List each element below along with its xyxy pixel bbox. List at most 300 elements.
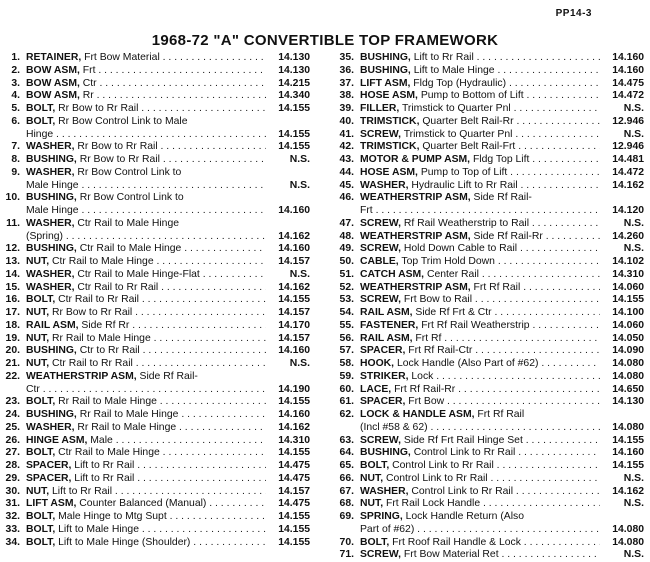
item-description [26, 167, 266, 180]
parts-list-line [4, 243, 310, 256]
item-detail: Ctr Rail to Rr Rail [49, 358, 133, 369]
item-detail: Frt Rf Rail [470, 281, 521, 293]
parts-list-item [4, 486, 310, 499]
item-number: 33. [5, 523, 20, 535]
part-number: 14.155 [278, 294, 310, 306]
item-number: 15. [5, 281, 20, 293]
item-detail: Rr Bow to Rr Rail [74, 141, 158, 153]
item-name: HOSE ASM, [360, 90, 418, 102]
parts-list-item [4, 358, 310, 371]
parts-list-line [4, 498, 310, 511]
item-detail: Side Rf Rail-Rr [470, 230, 543, 242]
part-number: 14.481 [612, 154, 644, 165]
item-description [360, 90, 600, 103]
item-detail: Lift to Rr Rail [71, 460, 135, 471]
item-detail: Ctr Rail to Male Hinge [55, 447, 160, 459]
part-number: 14.157 [278, 332, 310, 344]
parts-list-item [338, 180, 644, 193]
parts-list-line [338, 90, 644, 103]
item-name: SCREW, [360, 434, 401, 446]
item-number: 35. [339, 52, 354, 63]
item-number: 1. [11, 52, 20, 63]
item-description [360, 345, 600, 358]
parts-list-item [4, 167, 310, 193]
parts-list-line [4, 320, 310, 333]
item-number: 59. [339, 370, 354, 382]
item-name: STRIKER, [360, 370, 409, 382]
part-number: 14.475 [278, 472, 310, 484]
item-detail: Frt Bow to Rail [401, 294, 473, 306]
item-number: 17. [5, 307, 20, 318]
item-number: 16. [5, 294, 20, 306]
part-number: 14.157 [278, 307, 310, 318]
item-number [338, 422, 360, 435]
part-number: N.S. [289, 268, 310, 280]
item-description [360, 129, 600, 142]
part-number: 14.155 [612, 294, 644, 306]
parts-list-line [338, 243, 644, 256]
parts-list-item [338, 345, 644, 358]
part-number: 14.162 [612, 485, 644, 497]
parts-list-item [4, 345, 310, 358]
parts-list-item [338, 384, 644, 397]
item-detail: Side Rf Rail- [136, 370, 198, 382]
parts-list-item [338, 256, 644, 269]
item-detail: Ctr Rail to Rr Rail [74, 281, 159, 293]
item-detail: Rr Rail to Male Hinge [76, 409, 179, 420]
item-name: BUSHING, [26, 192, 77, 204]
part-number [600, 192, 644, 205]
item-name: BOLT, [26, 447, 56, 459]
item-description [360, 447, 600, 460]
part-number: N.S. [623, 217, 644, 229]
parts-list-line [338, 282, 644, 295]
parts-list-line [338, 396, 644, 409]
parts-list-item [4, 116, 310, 142]
parts-list-item [4, 282, 310, 295]
item-description [360, 218, 600, 231]
part-number: 14.475 [612, 77, 644, 89]
item-name: NUT, [26, 358, 50, 369]
parts-list-line [4, 486, 310, 499]
parts-list-line [338, 422, 644, 435]
item-number [4, 205, 26, 218]
item-name: MOTOR & PUMP ASM, [360, 154, 471, 165]
item-number [4, 384, 26, 397]
item-number: 31. [5, 498, 20, 510]
parts-list-item [4, 435, 310, 448]
parts-list-item [4, 307, 310, 320]
item-number: 37. [339, 77, 354, 89]
item-detail: Frt Rf Rail-Rr [391, 383, 456, 395]
parts-list-item [338, 460, 644, 473]
item-number: 5. [11, 103, 20, 114]
part-number: N.S. [289, 179, 310, 191]
item-name: WASHER, [26, 421, 75, 433]
item-number: 22. [5, 370, 20, 382]
item-detail: Trimstick to Quarter Pnl [399, 103, 511, 114]
item-name: SCREW, [360, 294, 401, 306]
item-description [26, 396, 266, 409]
item-name: BUSHING, [26, 409, 77, 420]
parts-list-line [4, 103, 310, 116]
item-number: 54. [339, 307, 354, 318]
item-description [26, 333, 266, 346]
item-detail: Trimstick to Quarter Pnl [401, 128, 513, 140]
parts-list-line [4, 473, 310, 486]
parts-list-item [338, 116, 644, 129]
item-description [360, 141, 600, 154]
item-description [360, 154, 600, 167]
item-number: 60. [339, 383, 354, 395]
item-detail: Rf Rail Weatherstrip to Rail [401, 217, 530, 229]
part-number [600, 511, 644, 524]
part-number: N.S. [289, 154, 310, 165]
parts-list-line [338, 116, 644, 129]
parts-list-line [4, 282, 310, 295]
part-number: 14.080 [612, 421, 644, 433]
item-number: 52. [339, 281, 354, 293]
item-description-continued: Ctr . . . [26, 384, 266, 397]
parts-list-line [338, 218, 644, 231]
parts-list-line [4, 141, 310, 154]
item-description [26, 409, 266, 422]
item-detail: Frt Bow Material Ret [401, 549, 499, 561]
item-number: 58. [339, 358, 354, 369]
item-description [360, 486, 600, 499]
parts-list-item [338, 537, 644, 550]
part-number [266, 218, 310, 231]
item-number: 25. [5, 421, 20, 433]
item-description [360, 180, 600, 193]
parts-list-line [338, 307, 644, 320]
item-description [26, 358, 266, 371]
parts-list-item [4, 65, 310, 78]
parts-list-item [4, 269, 310, 282]
item-number: 12. [5, 243, 20, 255]
item-detail: Lift to Rr Rail [410, 52, 474, 63]
item-name: WASHER, [26, 141, 75, 153]
item-number: 51. [339, 268, 354, 280]
item-description-continued: Male Hinge . . . [26, 205, 266, 218]
item-description [360, 320, 600, 333]
part-number: 14.080 [612, 358, 644, 369]
parts-list-line [4, 167, 310, 180]
item-name: FASTENER, [360, 319, 419, 331]
part-number: 14.475 [278, 460, 310, 471]
item-number: 39. [339, 103, 354, 114]
parts-list-line [338, 409, 644, 422]
item-name: BUSHING, [360, 52, 411, 63]
part-number: 14.130 [612, 396, 644, 408]
item-number: 57. [339, 345, 354, 357]
item-description [26, 511, 266, 524]
page-title: 1968-72 "A" CONVERTIBLE TOP FRAMEWORK [151, 32, 499, 49]
parts-list-item [4, 371, 310, 397]
item-number: 8. [11, 154, 20, 165]
item-detail: Hold Down Cable to Rail [401, 243, 518, 255]
item-name: WASHER, [26, 281, 75, 293]
item-description [360, 307, 600, 320]
item-name: HOSE ASM, [360, 166, 418, 178]
parts-list-item [338, 409, 644, 435]
item-description-continued: (Incl #58 & 62) . . . [360, 422, 600, 435]
item-description [26, 141, 266, 154]
item-name: BUSHING, [26, 154, 77, 165]
item-detail: Side Rf Rail- [470, 192, 532, 204]
item-name: BOLT, [26, 103, 56, 114]
part-number: 14.340 [278, 90, 310, 102]
parts-list-item [4, 154, 310, 167]
item-name: SPACER, [26, 472, 72, 484]
item-number: 65. [339, 460, 354, 471]
part-number: 14.155 [278, 447, 310, 459]
item-description-continued: Male Hinge . . . [26, 180, 266, 193]
parts-list-item [4, 243, 310, 256]
parts-list-item [338, 435, 644, 448]
parts-list-item [338, 549, 644, 562]
item-number: 11. [6, 217, 20, 229]
part-number: 14.155 [278, 511, 310, 522]
item-description [360, 294, 600, 307]
item-detail: Hydraulic Lift to Rr Rail [408, 179, 518, 191]
part-number: 14.190 [278, 383, 310, 395]
item-number: 10. [5, 192, 20, 204]
item-number: 21. [5, 358, 20, 369]
item-detail: Rr Bow Control Link to Male [55, 115, 188, 127]
part-number: 14.160 [612, 64, 644, 76]
parts-list-item [338, 511, 644, 537]
parts-list-line [4, 396, 310, 409]
part-number: N.S. [623, 103, 644, 114]
item-name: WEATHERSTRIP ASM, [360, 230, 471, 242]
parts-list-left-column [4, 52, 310, 549]
item-number: 14. [5, 268, 20, 280]
part-number: 14.472 [612, 166, 644, 178]
parts-list-line [338, 180, 644, 193]
item-detail: Ctr to Rr Rail [76, 345, 140, 357]
part-number: N.S. [623, 549, 644, 561]
part-number: 14.090 [612, 345, 644, 357]
part-number: 14.120 [612, 205, 644, 216]
item-name: RETAINER, [26, 52, 82, 63]
item-number: 4. [11, 90, 20, 102]
parts-list-item [338, 282, 644, 295]
parts-list-item [338, 154, 644, 167]
part-number: 14.157 [278, 485, 310, 497]
item-description [360, 396, 600, 409]
item-description [26, 294, 266, 307]
item-detail: Male Hinge to Mtg Supt [55, 511, 167, 522]
item-detail: Rr Bow to Rr Rail [55, 103, 139, 114]
item-detail: Frt Rf Rail Weatherstrip [418, 319, 530, 331]
item-description [360, 103, 600, 116]
parts-list-item [338, 473, 644, 486]
item-description [360, 333, 600, 346]
item-number: 20. [5, 345, 20, 357]
part-number: 14.080 [612, 370, 644, 382]
item-name: SPACER, [360, 396, 406, 408]
item-number: 34. [5, 536, 20, 548]
item-detail: Frt Roof Rail Handle & Lock [389, 536, 521, 548]
parts-list-line [338, 141, 644, 154]
item-description [360, 65, 600, 78]
item-description [26, 192, 266, 205]
parts-list-line [4, 447, 310, 460]
parts-list-line [338, 549, 644, 562]
parts-list-item [338, 498, 644, 511]
item-description [26, 320, 266, 333]
parts-list-line [4, 524, 310, 537]
part-number: N.S. [623, 243, 644, 255]
item-detail: Frt Rf Rail-Ctr [405, 345, 473, 357]
parts-list-item [4, 218, 310, 244]
item-description [360, 435, 600, 448]
item-number: 63. [339, 434, 354, 446]
parts-list-line [338, 167, 644, 180]
parts-list-item [4, 460, 310, 473]
item-name: NUT, [360, 498, 384, 510]
parts-list-item [4, 141, 310, 154]
item-detail: Rr Bow Control Link to [74, 166, 182, 178]
item-description-continued: Frt . . . [360, 205, 600, 218]
item-number: 13. [5, 256, 20, 267]
part-number: 14.155 [612, 434, 644, 446]
item-name: WASHER, [26, 166, 75, 178]
item-number: 36. [339, 64, 354, 76]
parts-list-item [4, 409, 310, 422]
item-number: 62. [339, 409, 354, 420]
item-detail: Ctr Rail to Male Hinge [76, 243, 182, 255]
parts-list-line [4, 384, 310, 397]
parts-list-line [4, 537, 310, 550]
item-description [26, 435, 266, 448]
parts-list-line [4, 409, 310, 422]
parts-list-line [338, 537, 644, 550]
part-number: 14.160 [278, 205, 310, 216]
item-description [26, 116, 266, 129]
item-description [360, 192, 600, 205]
parts-list-item [338, 90, 644, 103]
parts-list-line [338, 256, 644, 269]
item-detail: Control Link to Rr Rail [408, 485, 514, 497]
item-number: 44. [339, 166, 354, 178]
parts-list-line [4, 358, 310, 371]
parts-list-item [338, 218, 644, 231]
parts-list-item [4, 447, 310, 460]
parts-list-line [4, 231, 310, 244]
item-description [26, 345, 266, 358]
parts-list-item [338, 103, 644, 116]
part-number: N.S. [623, 472, 644, 484]
item-name: BUSHING, [26, 243, 77, 255]
parts-list-line [4, 307, 310, 320]
item-name: RAIL ASM, [360, 307, 413, 318]
item-detail: Rr Bow Control Link to [76, 192, 184, 204]
item-name: LIFT ASM, [360, 77, 411, 89]
parts-list-line [4, 116, 310, 129]
item-name: WEATHERSTRIP ASM, [360, 281, 471, 293]
item-name: SCREW, [360, 549, 401, 561]
item-description [26, 447, 266, 460]
parts-list-item [338, 129, 644, 142]
parts-list-line [338, 384, 644, 397]
parts-list-item [338, 231, 644, 244]
item-name: LACE, [360, 383, 392, 395]
item-detail: Rr Bow to Rr Rail [49, 307, 133, 318]
item-name: HOOK, [360, 358, 395, 369]
parts-list-item [4, 511, 310, 524]
item-description-continued: Hinge . . . [26, 129, 266, 142]
item-description-continued: (Spring) . . . [26, 231, 266, 244]
parts-list-item [4, 78, 310, 91]
parts-list-item [338, 371, 644, 384]
item-detail: Top Trim Hold Down [398, 256, 495, 267]
part-number [600, 409, 644, 422]
item-name: WASHER, [26, 217, 75, 229]
parts-list-item [4, 52, 310, 65]
part-number: 14.102 [612, 256, 644, 267]
parts-list-item [4, 524, 310, 537]
part-number: 14.157 [278, 256, 310, 267]
item-description [360, 537, 600, 550]
item-detail: Frt [79, 64, 96, 76]
part-number: 14.155 [278, 523, 310, 535]
parts-list-line [4, 511, 310, 524]
part-number: 12.946 [612, 115, 644, 127]
parts-list-line [338, 205, 644, 218]
item-description [26, 243, 266, 256]
item-detail: Control Link to Rr Rail [410, 447, 516, 459]
item-detail: Frt Rail Lock Handle [383, 498, 481, 510]
item-name: CATCH ASM, [360, 268, 425, 280]
item-number: 71. [339, 549, 354, 561]
item-detail: Lift to Male Hinge (Shoulder) [55, 536, 191, 548]
item-number: 19. [5, 332, 20, 344]
item-number [338, 205, 360, 218]
part-number: 12.946 [612, 141, 644, 153]
item-name: BOLT, [26, 511, 56, 522]
parts-list-item [4, 256, 310, 269]
parts-list-item [338, 358, 644, 371]
part-number: 14.155 [278, 536, 310, 548]
item-description [26, 256, 266, 269]
parts-list-line [4, 435, 310, 448]
item-detail: Rr [79, 90, 94, 102]
parts-list-item [4, 396, 310, 409]
item-detail: Frt Rf Rail [474, 409, 525, 420]
part-number: 14.060 [612, 319, 644, 331]
item-number: 70. [339, 536, 354, 548]
item-description [360, 371, 600, 384]
item-number: 45. [339, 179, 354, 191]
item-number: 23. [5, 396, 20, 408]
item-name: SCREW, [360, 128, 401, 140]
item-number [338, 524, 360, 537]
parts-list-line [4, 422, 310, 435]
parts-list-line [338, 345, 644, 358]
item-number: 50. [339, 256, 354, 267]
part-number [266, 167, 310, 180]
item-name: WASHER, [360, 485, 409, 497]
item-name: LIFT ASM, [26, 498, 77, 510]
parts-list-item [4, 473, 310, 486]
parts-list-line [4, 154, 310, 167]
part-number: 14.162 [278, 230, 310, 242]
item-number [4, 180, 26, 193]
parts-list-item [4, 333, 310, 346]
parts-list-line [338, 447, 644, 460]
